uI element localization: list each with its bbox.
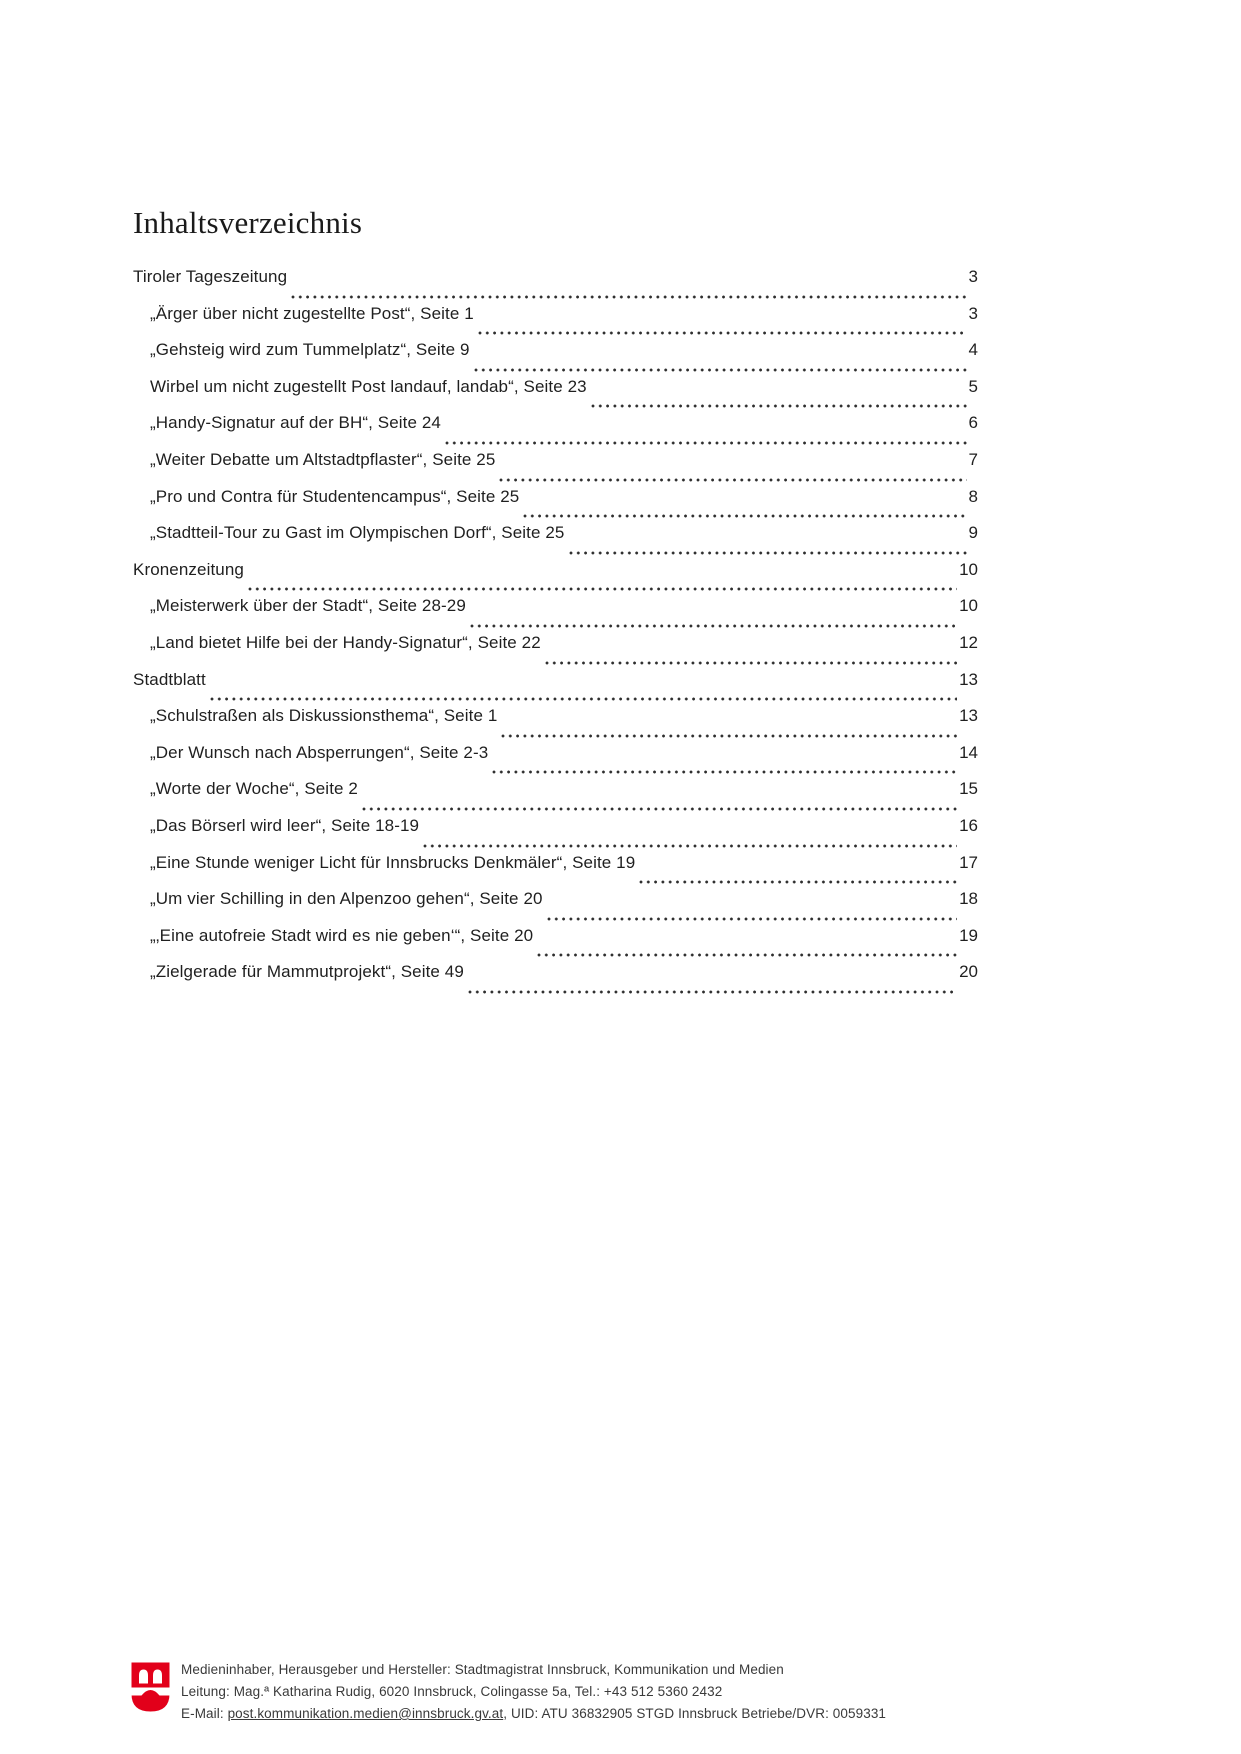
toc-page-number: 3 (968, 303, 978, 323)
toc-entry[interactable] (133, 450, 978, 487)
toc-entry[interactable] (133, 596, 978, 633)
toc-entry-label: Kronenzeitung (133, 559, 244, 579)
toc-entry-label: „Meisterwerk über der Stadt“, Seite 28-29 (150, 596, 466, 616)
toc-dot-leader (547, 910, 958, 922)
toc-dot-leader (545, 654, 957, 666)
toc-entry[interactable] (133, 962, 978, 999)
toc-entry[interactable] (133, 743, 978, 780)
toc-entry-label: „Schulstraßen als Diskussionsthema“, Seite 1 (150, 706, 498, 726)
imprint-line-contact: Leitung: Mag.ª Katharina Rudig, 6020 Innsbruck, Colingasse 5a, Tel.: +43 512 5360 2432 (181, 1684, 723, 1699)
page-footer (131, 1659, 886, 1725)
toc-page-number: 10 (959, 559, 978, 579)
toc-dot-leader (591, 397, 967, 409)
toc-entry-label: „Land bietet Hilfe bei der Handy-Signatur“, Seite 22 (150, 632, 541, 652)
toc-dot-leader (569, 544, 967, 556)
toc-entry[interactable] (133, 340, 978, 377)
toc-entry[interactable] (133, 487, 978, 524)
toc-entry-label: „Zielgerade für Mammutprojekt“, Seite 49 (150, 962, 464, 982)
toc-page-number: 20 (959, 962, 978, 982)
toc-entry[interactable] (133, 779, 978, 816)
toc-entry[interactable] (133, 304, 978, 341)
toc-dot-leader (210, 690, 957, 702)
toc-page-number: 17 (959, 852, 978, 872)
toc-dot-leader (537, 946, 957, 958)
toc-page-number: 5 (968, 376, 978, 396)
toc-entry-label: „Eine Stunde weniger Licht für Innsbrucks Denkmäler“, Seite 19 (150, 852, 636, 872)
toc-entry-label: „‚Eine autofreie Stadt wird es nie geben‘“, Seite 20 (150, 925, 534, 945)
toc-page-number: 18 (959, 889, 978, 909)
toc-page-number: 14 (959, 742, 978, 762)
toc-entry[interactable] (133, 816, 978, 853)
toc-dot-leader (468, 983, 957, 995)
toc-page-number: 13 (959, 706, 978, 726)
toc-dot-leader (474, 361, 967, 373)
imprint-text (181, 1659, 886, 1725)
toc-entry-label: „Handy-Signatur auf der BH“, Seite 24 (150, 413, 441, 433)
toc-entry-label: „Ärger über nicht zugestellte Post“, Seite 1 (150, 303, 474, 323)
toc-dot-leader (248, 580, 957, 592)
toc-entry[interactable] (133, 926, 978, 963)
toc-page-number: 15 (959, 779, 978, 799)
toc-dot-leader (445, 434, 967, 446)
toc-entry[interactable] (133, 889, 978, 926)
toc-page-number: 12 (959, 632, 978, 652)
toc-dot-leader (423, 837, 957, 849)
toc-entry-label: Wirbel um nicht zugestellt Post landauf, landab“, Seite 23 (150, 376, 587, 396)
toc-entry-section[interactable] (133, 670, 978, 707)
toc-dot-leader (470, 617, 957, 629)
toc-entry-label: Stadtblatt (133, 669, 206, 689)
toc-page-number: 8 (968, 486, 978, 506)
toc-page-number: 3 (968, 267, 978, 286)
toc-page-number: 10 (959, 596, 978, 616)
page-title: Inhaltsverzeichnis (133, 205, 363, 240)
toc-entry-section[interactable] (133, 560, 978, 597)
toc-entry-label: „Weiter Debatte um Altstadtpflaster“, Seite 25 (150, 449, 496, 469)
email-label: E-Mail: (181, 1706, 228, 1721)
imprint-uid-text: , UID: ATU 36832905 STGD Innsbruck Betriebe/DVR: 0059331 (503, 1706, 887, 1721)
toc-dot-leader (291, 288, 966, 300)
toc-entry-label: „Der Wunsch nach Absperrungen“, Seite 2-3 (150, 742, 489, 762)
toc-entry[interactable] (133, 853, 978, 890)
imprint-line-email (181, 1703, 886, 1725)
toc-entry-label: Tiroler Tageszeitung (133, 267, 288, 286)
email-link[interactable]: post.kommunikation.medien@innsbruck.gv.at (227, 1706, 504, 1721)
toc-page-number: 7 (968, 449, 978, 469)
toc-entry[interactable] (133, 413, 978, 450)
toc-page-number: 6 (968, 413, 978, 433)
toc-dot-leader (501, 727, 957, 739)
toc-entry-label: „Das Börserl wird leer“, Seite 18-19 (150, 815, 420, 835)
toc-dot-leader (639, 873, 957, 885)
toc-dot-leader (362, 800, 957, 812)
toc-dot-leader (492, 763, 957, 775)
toc-entry-label: „Worte der Woche“, Seite 2 (150, 779, 358, 799)
toc-dot-leader (523, 507, 966, 519)
toc-page-number: 9 (968, 523, 978, 543)
toc-page-number: 19 (959, 925, 978, 945)
toc-page-number: 13 (959, 669, 978, 689)
toc-entry-section[interactable] (133, 267, 978, 304)
toc-entry-label: „Stadtteil-Tour zu Gast im Olympischen Dorf“, Seite 25 (150, 523, 565, 543)
toc-entry[interactable] (133, 633, 978, 670)
toc-entry[interactable] (133, 377, 978, 414)
toc-section (133, 205, 978, 999)
table-of-contents (133, 267, 978, 999)
toc-page-number: 4 (968, 340, 978, 360)
toc-page-number: 16 (959, 815, 978, 835)
innsbruck-coat-of-arms-icon (131, 1662, 170, 1712)
toc-entry-label: „Gehsteig wird zum Tummelplatz“, Seite 9 (150, 340, 470, 360)
toc-entry-label: „Um vier Schilling in den Alpenzoo gehen“, Seite 20 (150, 889, 543, 909)
toc-dot-leader (478, 324, 967, 336)
toc-dot-leader (499, 471, 966, 483)
toc-entry[interactable] (133, 706, 978, 743)
toc-entry[interactable] (133, 523, 978, 560)
toc-entry-label: „Pro und Contra für Studentencampus“, Seite 25 (150, 486, 520, 506)
imprint-line-publisher: Medieninhaber, Herausgeber und Hersteller: Stadtmagistrat Innsbruck, Kommunikation und Medien (181, 1662, 784, 1677)
